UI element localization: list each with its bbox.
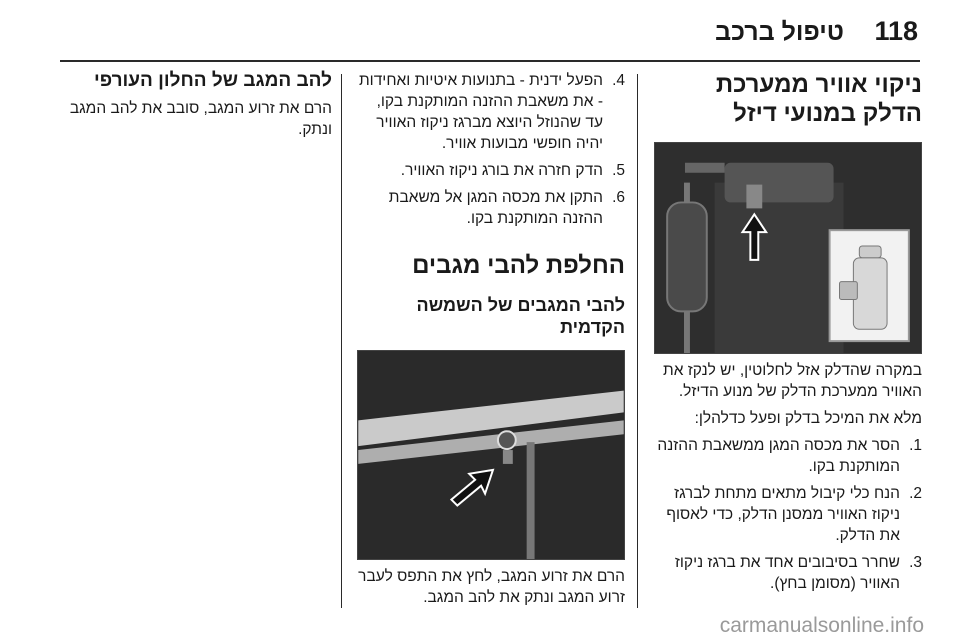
step-6: 6. התקן את מכסה המגן אל משאבת ההזנה המותקנת בקו.: [388, 189, 625, 227]
middle-column: [357, 70, 625, 608]
left-column: [60, 70, 332, 140]
fuel-bleed-heading: ניקוי אוויר ממערכת הדלק במנועי דיזל: [715, 71, 922, 127]
step-3: 3. שחרר בסיבובים אחד את ברגז ניקוז האוויר (מסומן בחץ).: [674, 554, 922, 592]
fuel-fill-note: מלא את המיכל בדלק ופעל כדלהלן:: [694, 410, 922, 427]
wiper-illustration: [358, 351, 624, 559]
fuel-bleed-steps: [652, 435, 922, 594]
step-5: 5. הדק חזרה את בורג ניקוז האוויר.: [400, 162, 625, 179]
fuel-filter-illustration: [655, 143, 921, 353]
fuel-bleed-intro: במקרה שהדלק אזל לחלוטין, יש לנקז את האוויר ממערכת הדלק של מנוע הדיזל.: [663, 362, 922, 400]
column-divider-right: [637, 74, 638, 608]
page-number: 118: [874, 16, 918, 46]
wiper-figure: [357, 350, 625, 560]
wiper-caption: הרם את זרוע המגב, לחץ את התפס לעבר זרוע המגב ונתק את להב המגב.: [358, 568, 625, 606]
rear-wiper-text: הרם את זרוע המגב, סובב את להב המגב ונתק.: [69, 100, 332, 138]
column-divider-left: [341, 74, 342, 608]
windscreen-wiper-subheading: להבי המגבים של השמשה הקדמית: [416, 295, 625, 337]
fuel-bleed-steps-continued: [357, 70, 625, 229]
rear-wiper-heading: להב המגב של החלון העורפי: [94, 70, 332, 91]
fuel-filter-figure: [654, 142, 922, 354]
header-title: טיפול ברכב: [715, 18, 844, 46]
page-header: [60, 14, 922, 54]
header-rule: [60, 60, 920, 62]
wiper-blade-heading: החלפת להבי מגבים: [412, 252, 625, 279]
step-2: 2. הנח כלי קיבול מתאים מתחת לברגז ניקוז האוויר ממסנן הדלק, כדי לאסוף את הדלק.: [666, 485, 922, 544]
watermark: carmanualsonline.info: [719, 614, 924, 637]
step-4: 4. הפעל ידנית - בתנועות איטיות ואחידות - את משאבת ההזנה המותקנת בקו, עד שהנוזל היוצא מברגז ניקוז האוויר יהיה חופשי מבועות אוויר.: [358, 72, 625, 152]
right-column: [652, 70, 922, 600]
step-1: 1. הסר את מכסה המגן ממשאבת ההזנה המותקנת בקו.: [657, 437, 922, 475]
